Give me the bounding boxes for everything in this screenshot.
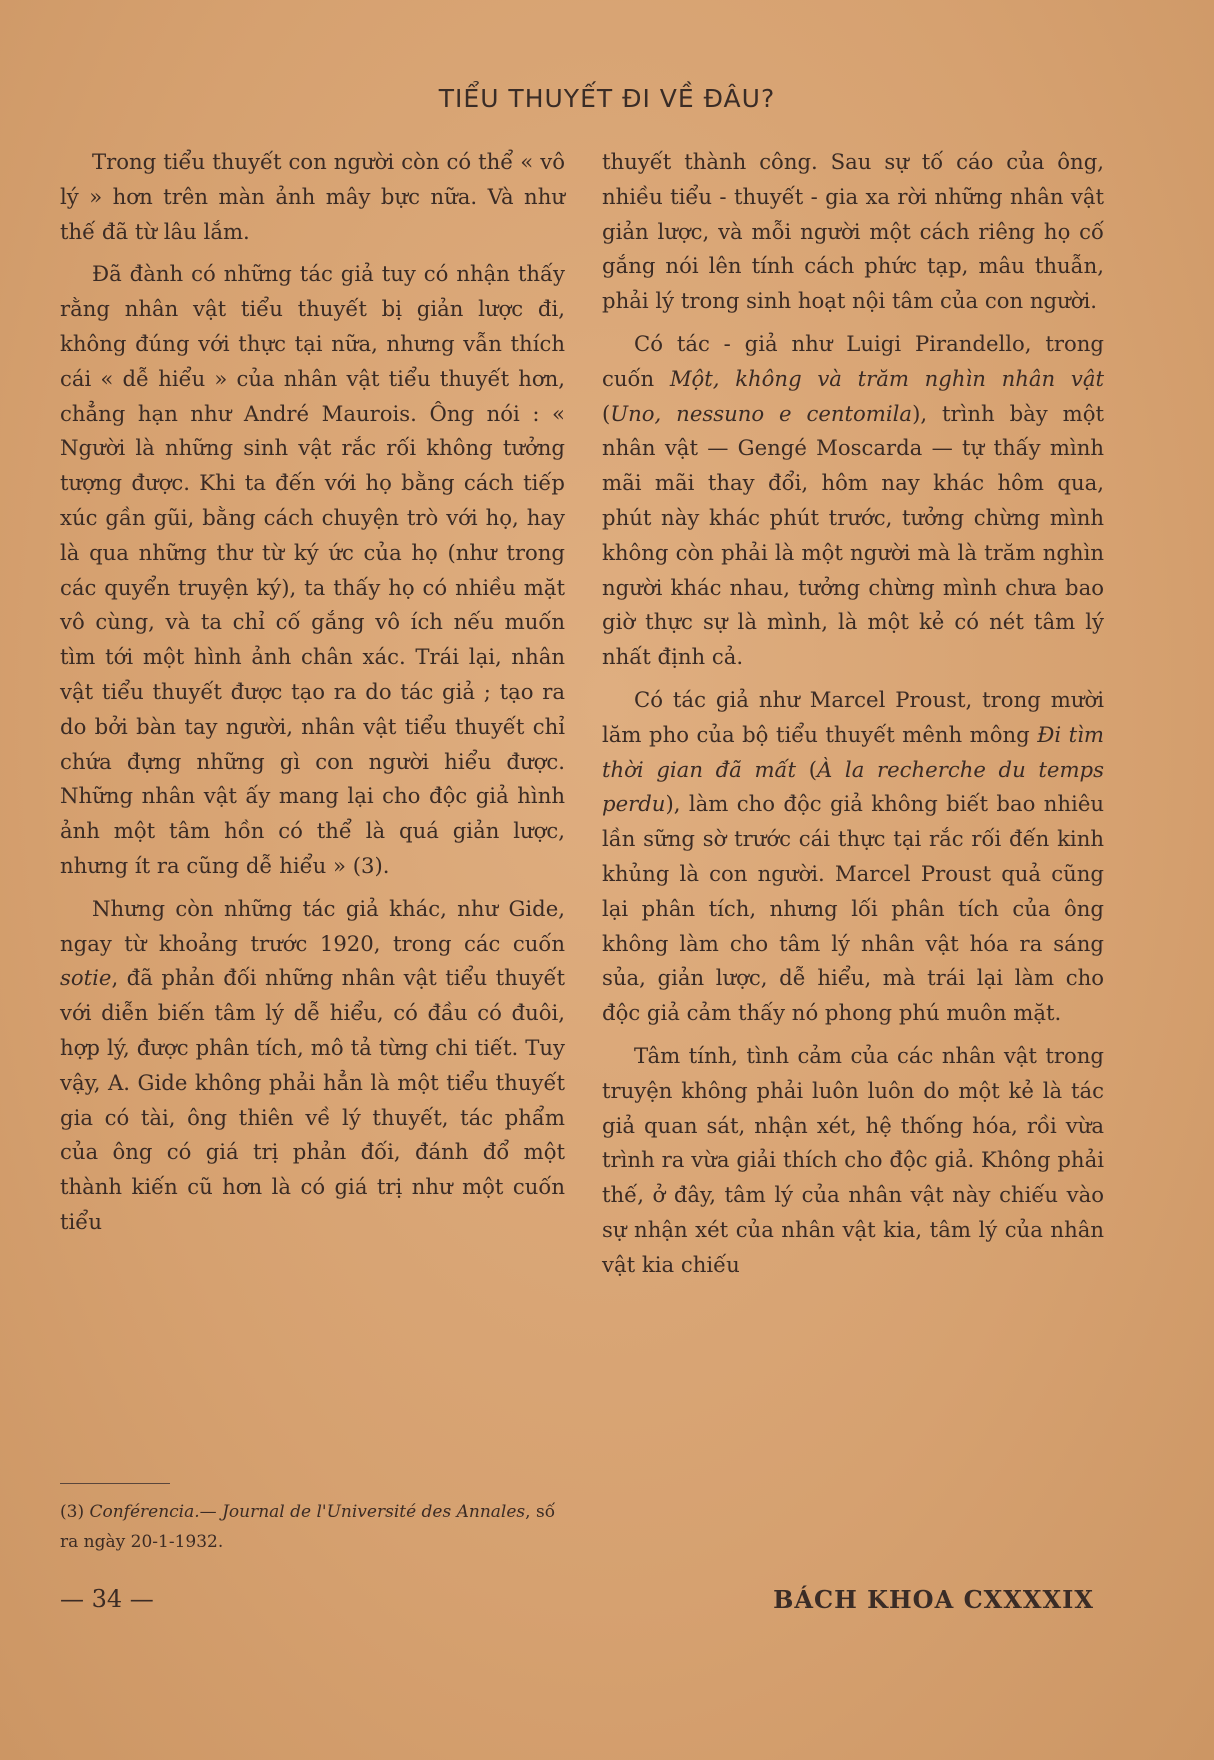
text-run: ), làm cho độc giả không biết bao nhiêu lần sững sờ trước cái thực tại rắc rối đến kinh khủng là con người. Marcel Proust quả cũng lại phân tích, nhưng lối phân tích của ông không làm cho tâm lý nhân vật hóa ra sáng sủa, giản lược, dễ hiểu, mà trái lại làm cho độc giả cảm thấy nó phong phú muôn mặt.	[602, 791, 1104, 1026]
paragraph: Tâm tính, tình cảm của các nhân vật trong truyện không phải luôn luôn do một kẻ là tác giả quan sát, nhận xét, hệ thống hóa, rồi vừa trình ra vừa giải thích cho độc giả. Không phải thế, ở đây, tâm lý của nhân vật này chiếu vào sự nhận xét của nhân vật kia, tâm lý của nhân vật kia chiếu	[602, 1042, 1104, 1277]
text-run: Có tác giả như Marcel Proust, trong mười lăm pho của bộ tiểu thuyết mênh mông	[602, 686, 1104, 747]
book-title: Một, không và trăm nghìn nhân vật	[669, 365, 1104, 391]
paragraph: Đã đành có những tác giả tuy có nhận thấy rằng nhân vật tiểu thuyết bị giản lược đi, không đúng với thực tại nữa, nhưng vẫn thích cái « dễ hiểu » của nhân vật tiểu thuyết hơn, chẳng hạn như André Maurois. Ông nói : « Người là những sinh vật rắc rối không tưởng tượng được. Khi ta đến với họ bằng cách tiếp xúc gần gũi, bằng cách chuyện trò với họ, hay là qua những thư từ ký ức của họ (như trong các quyển truyện ký), ta thấy họ có nhiều mặt vô cùng, và ta chỉ cố gắng vô ích nếu muốn tìm tới một hình ảnh chân xác. Trái lại, nhân vật tiểu thuyết được tạo ra do tác giả ; tạo ra do bởi bàn tay người, nhân vật tiểu thuyết chỉ chứa đựng những gì con người hiểu được. Những nhân vật ấy mang lại cho độc giả hình ảnh một tâm hồn có thể là quá giản lược, nhưng ít ra cũng dễ hiểu » (3).	[60, 261, 565, 878]
italic-term: sotie	[60, 965, 112, 991]
original-title: Uno, nessuno e centomila	[610, 400, 913, 426]
footnote	[60, 1497, 565, 1557]
original-title: À la recherche du temps perdu	[602, 756, 1104, 817]
text-run: (	[796, 756, 817, 782]
left-column	[60, 145, 565, 1248]
paragraph	[602, 683, 1104, 1031]
paragraph: Trong tiểu thuyết con người còn có thể « vô lý » hơn trên màn ảnh mây bực nữa. Và như thế đã từ lâu lắm.	[60, 149, 565, 244]
text-run: ), trình bày một nhân vật — Gengé Moscarda — tự thấy mình mãi mãi thay đổi, hôm nay khác hôm qua, phút này khác phút trước, tưởng chừng mình không còn phải là một người mà là trăm nghìn người khác nhau, tưởng chừng mình chưa bao giờ thực sự là mình, là một kẻ có nét tâm lý nhất định cả.	[602, 400, 1104, 670]
page-number: — 34 —	[60, 1585, 154, 1613]
text-run: , đã phản đối những nhân vật tiểu thuyết với diễn biến tâm lý dễ hiểu, có đầu có đuôi, hợp lý, được phân tích, mô tả từng chi tiết. Tuy vậy, A. Gide không phải hẳn là một tiểu thuyết gia có tài, ông thiên về lý thuyết, tác phẩm của ông có giá trị phản đối, đánh đổ một thành kiến cũ hơn là có giá trị như một cuốn tiểu	[60, 965, 565, 1234]
text-run: Có tác - giả như Luigi Pirandello, trong cuốn	[602, 330, 1104, 391]
book-title: Đi tìm thời gian đã mất	[602, 721, 1104, 782]
running-title: TIỂU THUYẾT ĐI VỀ ĐÂU?	[438, 84, 776, 113]
text-run: (	[602, 400, 611, 426]
footnote-dash: —	[199, 1502, 223, 1522]
paragraph	[602, 327, 1104, 675]
paragraph	[60, 892, 565, 1240]
right-column	[602, 145, 1104, 1291]
footnote-divider	[60, 1483, 170, 1484]
journal-name: BÁCH KHOA CXXXXIX	[773, 1585, 1094, 1614]
footnote-number: (3)	[60, 1502, 90, 1522]
footnote-journal: Journal de l'Université des Annales	[222, 1502, 526, 1522]
paragraph: thuyết thành công. Sau sự tố cáo của ông, nhiều tiểu - thuyết - gia xa rời những nhân vật giản lược, và mỗi người một cách riêng họ cố gắng nói lên tính cách phức tạp, mâu thuẫn, phải lý trong sinh hoạt nội tâm của con người.	[602, 149, 1104, 314]
footnote-conference: Conférencia.	[89, 1502, 200, 1522]
text-run: Nhưng còn những tác giả khác, như Gide, ngay từ khoảng trước 1920, trong các cuốn	[60, 895, 565, 956]
footnote-date: , số ra ngày 20-1-1932.	[60, 1502, 556, 1552]
